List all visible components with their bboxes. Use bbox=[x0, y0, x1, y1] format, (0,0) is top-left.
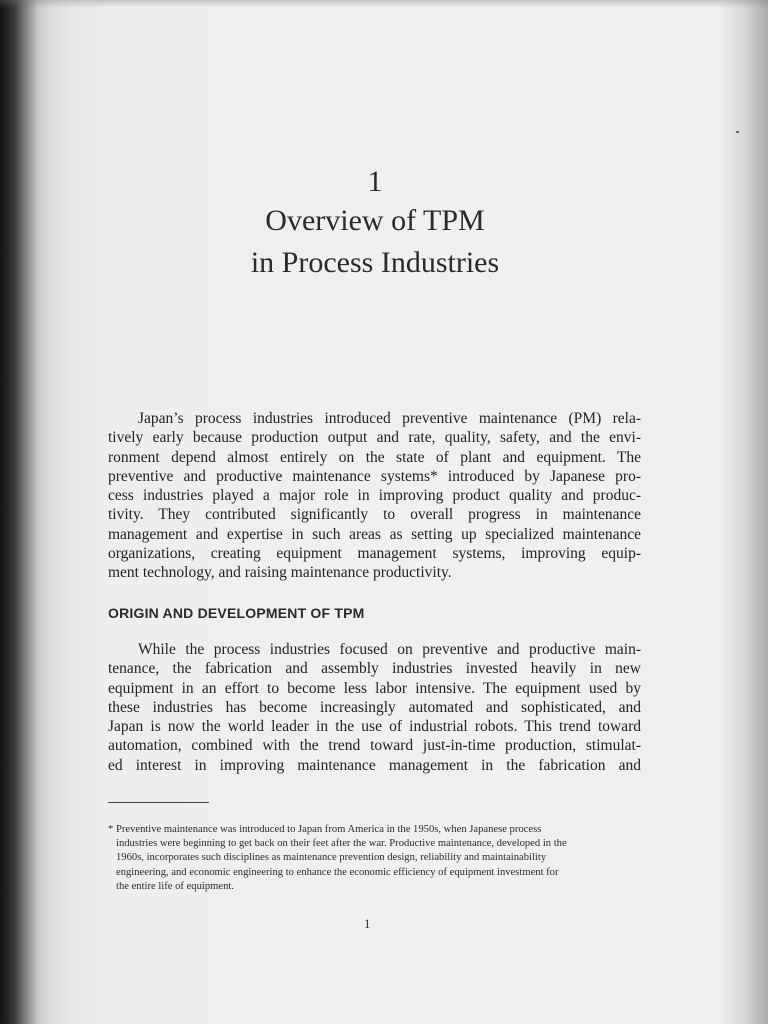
paragraph-line: management and expertise in such areas as setting up specialized maintenance bbox=[108, 525, 641, 543]
paragraph-line: Japan’s process industries introduced preventive maintenance (PM) rela- bbox=[138, 410, 641, 427]
paragraph-line: these industries has become increasingly automated and sophisticated, and bbox=[108, 698, 641, 716]
paragraph-line: ronment depend almost entirely on the state of plant and equipment. The bbox=[108, 448, 641, 466]
paragraph-line: tively early because production output and rate, quality, safety, and the envi- bbox=[108, 429, 641, 447]
paragraph-line: preventive and productive maintenance systems* introduced by Japanese pro- bbox=[108, 467, 641, 485]
intro-paragraph bbox=[108, 409, 641, 583]
footnote-line: 1960s, incorporates such disciplines as maintenance prevention design, reliability and maintainability bbox=[116, 852, 547, 864]
chapter-title-line-2: in Process Industries bbox=[250, 246, 500, 279]
chapter-number: 1 bbox=[367, 165, 383, 198]
footnote-divider bbox=[108, 802, 209, 803]
paragraph-line: cess industries played a major role in improving product quality and produc- bbox=[108, 487, 641, 505]
footnote-line: engineering, and economic engineering to enhance the economic efficiency of equipment investment for bbox=[116, 866, 559, 878]
chapter-title bbox=[0, 200, 750, 284]
paragraph-line: ed interest in improving maintenance management in the fabrication and bbox=[108, 756, 641, 774]
paragraph-line: tenance, the fabrication and assembly industries invested heavily in new bbox=[108, 660, 641, 678]
footnote-line: * Preventive maintenance was introduced to Japan from America in the 1950s, when Japanese process bbox=[108, 824, 542, 835]
paragraph-line: Japan is now the world leader in the use of industrial robots. This trend toward bbox=[108, 718, 641, 736]
footnote-line: the entire life of equipment. bbox=[116, 880, 234, 892]
paragraph-line: ment technology, and raising maintenance productivity. bbox=[108, 564, 452, 582]
page-number: 1 bbox=[364, 916, 371, 931]
section-paragraph bbox=[108, 640, 641, 775]
page-top-edge bbox=[0, 0, 768, 8]
paragraph-line: organizations, creating equipment management systems, improving equip- bbox=[108, 545, 641, 563]
paragraph-line: automation, combined with the trend toward just-in-time production, stimulat- bbox=[108, 737, 641, 755]
paragraph-line: While the process industries focused on preventive and productive main- bbox=[138, 641, 641, 658]
paragraph-line: tivity. They contributed significantly to overall progress in maintenance bbox=[108, 506, 641, 524]
paragraph-line: equipment in an effort to become less labor intensive. The equipment used by bbox=[108, 679, 641, 697]
footnote-line: industries were beginning to get back on their feet after the war. Productive maintenance, developed in the bbox=[116, 838, 567, 850]
footnote bbox=[108, 823, 641, 894]
section-heading: ORIGIN AND DEVELOPMENT OF TPM bbox=[108, 605, 365, 621]
chapter-title-line-1: Overview of TPM bbox=[265, 204, 485, 237]
binding-shadow bbox=[0, 0, 40, 1024]
scan-speck bbox=[736, 131, 739, 133]
